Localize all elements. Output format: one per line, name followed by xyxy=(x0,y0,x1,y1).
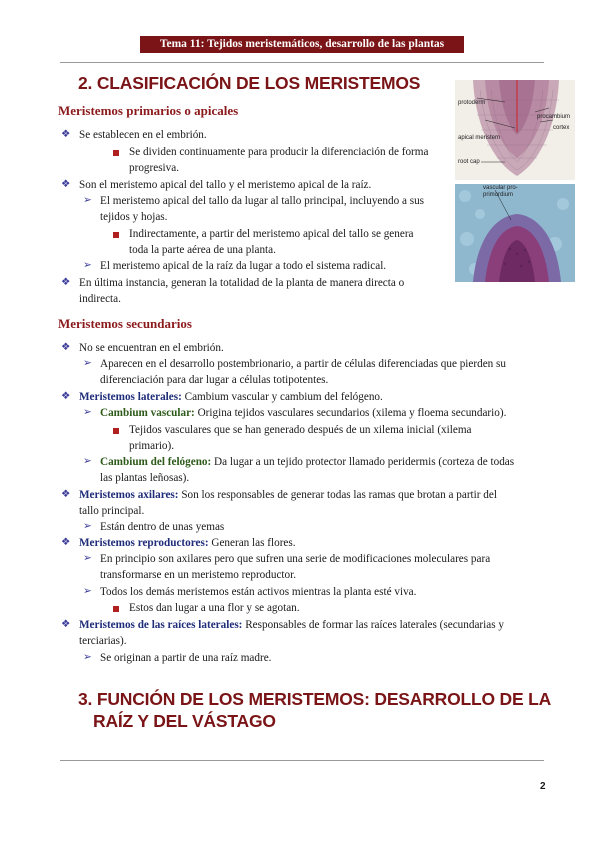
cambium-vascular-line xyxy=(100,406,506,420)
footer-divider xyxy=(60,760,544,761)
diamond-bullet: ❖ xyxy=(61,619,71,630)
square-bullet xyxy=(113,428,119,434)
text-line: tallo principal. xyxy=(79,505,145,517)
arrow-bullet: ➢ xyxy=(83,586,92,597)
text-line: El meristemo apical de la raíz da lugar a todo el sistema radical. xyxy=(100,260,387,272)
square-bullet xyxy=(113,606,119,612)
text-line: transformarse en un meristemo reproductor. xyxy=(100,569,297,581)
text-line: tejidos y hojas. xyxy=(100,211,168,223)
text-line: diferenciación para dar lugar a células totipotentes. xyxy=(100,374,329,386)
text-line: No se encuentran en el embrión. xyxy=(79,342,224,354)
diamond-bullet: ❖ xyxy=(61,129,71,140)
meristemos-raices-line xyxy=(79,618,504,632)
diamond-bullet: ❖ xyxy=(61,391,71,402)
document-header: Tema 11: Tejidos meristemáticos, desarrollo de las plantas xyxy=(140,36,464,53)
term-meristemos-laterales: Meristemos laterales: xyxy=(79,391,182,403)
text-fragment: Responsables de formar las raíces laterales (secundarias y xyxy=(242,619,504,631)
arrow-bullet: ➢ xyxy=(83,407,92,418)
text-line: Tejidos vasculares que se han generado después de un xilema inicial (xilema xyxy=(129,424,472,436)
arrow-bullet: ➢ xyxy=(83,260,92,271)
square-bullet xyxy=(113,232,119,238)
arrow-bullet: ➢ xyxy=(83,456,92,467)
text-line: Todos los demás meristemos están activos mientras la planta esté viva. xyxy=(100,586,417,598)
term-meristemos-reproductores: Meristemos reproductores: xyxy=(79,537,209,549)
meristemos-axilares-line xyxy=(79,488,497,502)
text-line: progresiva. xyxy=(129,162,180,174)
label-vascular: vascular pro- xyxy=(483,185,518,191)
label-root-cap: root cap xyxy=(458,159,480,165)
header-divider xyxy=(60,62,544,63)
text-line: Indirectamente, a partir del meristemo apical del tallo se genera xyxy=(129,228,414,240)
subsection-secundarios: Meristemos secundarios xyxy=(58,316,192,331)
text-line: Aparecen en el desarrollo postembrionario, a partir de células diferenciadas que pierden su xyxy=(100,358,506,370)
label-procambium: procambium xyxy=(537,114,571,120)
section-title-clasificacion: 2. CLASIFICACIÓN DE LOS MERISTEMOS xyxy=(78,73,421,93)
label-cortex: cortex xyxy=(553,125,570,131)
text-fragment: Generan las flores. xyxy=(208,537,296,549)
label-apical-meristem: apical meristem xyxy=(458,135,501,141)
label-primordium: primordium xyxy=(483,192,514,198)
term-cambium-felogeno: Cambium del felógeno: xyxy=(100,456,212,468)
shoot-apex-image xyxy=(455,184,575,282)
text-line: En última instancia, generan la totalidad de la planta de manera directa o xyxy=(79,277,405,289)
cambium-felogeno-line xyxy=(100,455,514,469)
arrow-bullet: ➢ xyxy=(83,195,92,206)
text-line: indirecta. xyxy=(79,293,121,305)
meristemos-laterales-line xyxy=(79,390,383,404)
label-protoderm: protoderm xyxy=(458,100,486,106)
arrow-bullet: ➢ xyxy=(83,652,92,663)
text-fragment: Da lugar a un tejido protector llamado peridermis (corteza de todas xyxy=(211,456,515,468)
text-fragment: Son los responsables de generar todas las ramas que brotan a partir del xyxy=(178,489,497,501)
term-meristemos-axilares: Meristemos axilares: xyxy=(79,489,179,501)
text-line: las plantas leñosas). xyxy=(100,472,190,484)
arrow-bullet: ➢ xyxy=(83,521,92,532)
text-fragment: Cambium vascular y cambium del felógeno. xyxy=(181,391,383,403)
subsection-primarios: Meristemos primarios o apicales xyxy=(58,103,239,118)
page-number: 2 xyxy=(540,781,546,792)
text-line: Se establecen en el embrión. xyxy=(79,129,207,141)
arrow-bullet: ➢ xyxy=(83,553,92,564)
section-title-funcion-a: 3. FUNCIÓN DE LOS MERISTEMOS: DESARROLLO DE LA xyxy=(78,689,552,709)
text-fragment: Origina tejidos vasculares secundarios (xilema y floema secundario). xyxy=(194,407,507,419)
root-tip-micrograph xyxy=(455,80,575,180)
section-title-funcion-b: RAÍZ Y DEL VÁSTAGO xyxy=(93,711,276,731)
text-line: Estos dan lugar a una flor y se agotan. xyxy=(129,602,300,614)
arrow-bullet: ➢ xyxy=(83,358,92,369)
text-line: En principio son axilares pero que sufren una serie de modificaciones moleculares para xyxy=(100,553,491,565)
diamond-bullet: ❖ xyxy=(61,537,71,548)
diamond-bullet: ❖ xyxy=(61,489,71,500)
term-cambium-vascular: Cambium vascular: xyxy=(100,407,195,419)
term-meristemos-raices-laterales: Meristemos de las raíces laterales: xyxy=(79,619,243,631)
diamond-bullet: ❖ xyxy=(61,179,71,190)
text-line: Están dentro de unas yemas xyxy=(100,521,225,533)
text-line: toda la parte aérea de una planta. xyxy=(129,244,276,256)
text-line: Son el meristemo apical del tallo y el meristemo apical de la raíz. xyxy=(79,179,372,191)
diamond-bullet: ❖ xyxy=(61,277,71,288)
text-line: primario). xyxy=(129,440,175,452)
square-bullet xyxy=(113,150,119,156)
text-line: Se dividen continuamente para producir la diferenciación de forma xyxy=(129,146,429,158)
text-line: terciarias). xyxy=(79,635,127,647)
text-line: Se originan a partir de una raíz madre. xyxy=(100,652,272,664)
diamond-bullet: ❖ xyxy=(61,342,71,353)
text-line: El meristemo apical del tallo da lugar al tallo principal, incluyendo a sus xyxy=(100,195,425,207)
shoot-apex-micrograph xyxy=(455,184,575,282)
meristemos-reproductores-line xyxy=(79,536,296,550)
